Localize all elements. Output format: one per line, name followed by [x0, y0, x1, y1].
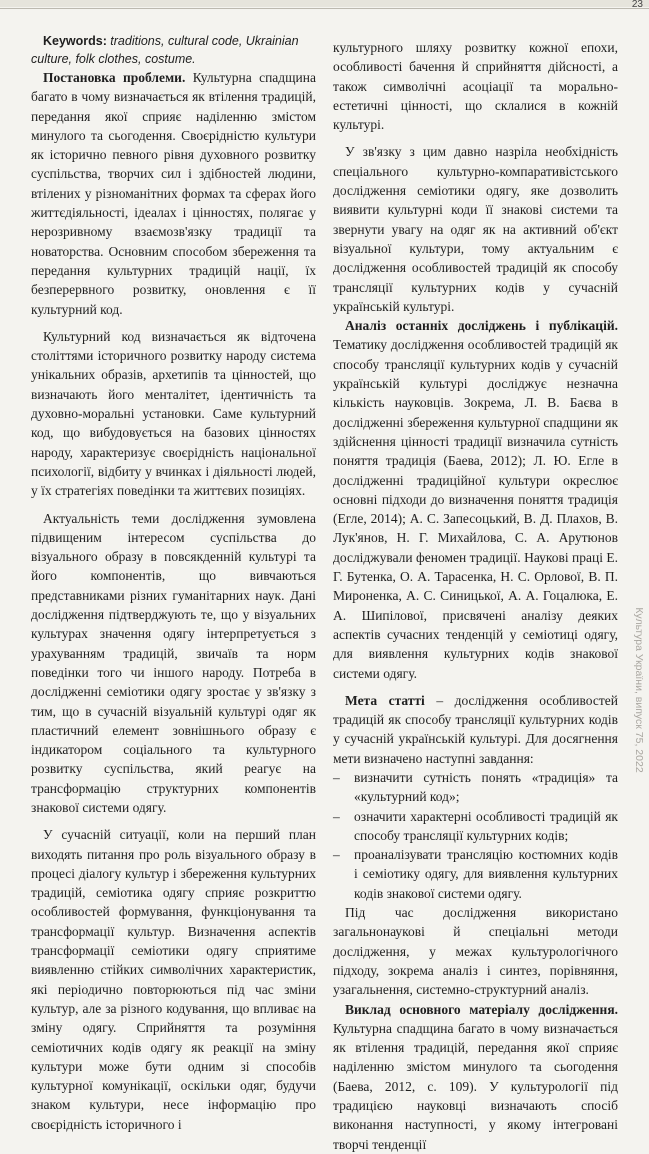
tasks-list: [333, 768, 618, 903]
journal-sidebar-caption: [633, 470, 645, 910]
article-goal-text: – дослідження особливостей традицій як способу трансляції культурних кодів у сучасній українській культурі. Для досягнення мети визначено наступні завдання:: [333, 692, 618, 766]
literature-review-paragraph: [333, 316, 618, 683]
literature-review-text: Тематику дослідження особливостей традицій як способу трансляції культурних кодів у сучасній українській культурі досліджує незначна кількість науковців. Зокрема, Л. В. Баєва в дослідженні збереження культурної спадщини як здійснення цінності традиції визначила сутність поняття традиція (Баева, 2012); Л. Ю. Егле в дослідженні традиційної культури окреслює основні підходи до визначення поняття традиція (Егле, 2014); А. С. Запесоцький, В. Д. Плахов, В. Лук'янов, Н. Г. Михайлова, С. А. Арутюнов досліджували феномен традиції. Наукові праці Е. Г. Бутенка, О. А. Тарасенка, Н. С. Орлової, В. П. Мироненка, А. С. Синицької, А. А. Гоцалюка, Е. А. Шипілової, присвячені аналізу деяких аспектів сучасних тенденцій у семіотиці одягу, для виявлення культурних кодів знакової системи одягу.: [333, 337, 618, 681]
journal-sidebar-text: Культура України, випуск 75, 2022: [633, 607, 645, 773]
cultural-code-paragraph: Культурний код визначається як відточена століттями історичного розвитку народу система унікальних образів, архетипів та цінностей, що визначають його менталітет, ідентичність та духовно-моральні установки. Саме культурний код, що вибудовується на базових цінностях народу, характеризує своєрідність національної психології, відбиту у вчинках і діяльності людей, у їх стратегіях поведінки та життєвих позиціях.: [31, 328, 316, 499]
problem-statement-heading: Постановка проблеми.: [43, 70, 186, 85]
task-item: – означити характерні особливості традицій як способу трансляції культурних кодів;: [333, 807, 618, 846]
keywords-text: traditions, cultural code, Ukrainian culture, folk clothes, costume.: [31, 34, 299, 66]
main-material-paragraph: [333, 1000, 618, 1154]
keywords: [31, 32, 316, 68]
necessity-paragraph: У зв'язку з цим давно назріла необхідність спеціального культурно-компаративістського дослідження семіотики одягу, яке дозволить виявити культурні коди її знакові системи та звернути увагу на одяг як на активний об'єкт візуальної культури, тому актуальним є дослідження особливостей традицій як способу трансляції культурних кодів у сучасній українській культурі.: [333, 144, 618, 314]
header-rule: [0, 8, 649, 9]
page-number: 23: [631, 0, 643, 10]
task-item: – проаналізувати трансляцію костюмних кодів і семіотику одягу, для виявлення культурних кодів знакової системи одягу.: [333, 845, 618, 903]
right-column: [333, 38, 618, 1154]
top-band: [0, 0, 649, 7]
literature-review-heading: Аналіз останніх досліджень і публікацій.: [345, 318, 618, 334]
task-item: – визначити сутність понять «традиція» та «культурний код»;: [333, 768, 618, 807]
methods-paragraph: Під час дослідження використано загальнонаукові й спеціальні методи дослідження, у межах культурологічного підходу, зокрема аналіз і синтез, порівняння, узагальнення, системно-структурний аналіз.: [333, 905, 618, 998]
article-goal-heading: Мета статті: [345, 692, 425, 708]
relevance-paragraph: Актуальність теми дослідження зумовлена підвищеним інтересом суспільства до візуального образу в повсякденній культурі та його компонентів, що вивчаються представниками різних гуманітарних наук. Дані дослідження підтверджують те, що у візуальних культурах значення одягу інтерпретується з урахуванням традицій, звичаїв та норм поведінки того чи іншого народу. Потреба в дослідженні семіотики одягу зростає у зв'язку з тим, що в сучасній візуальній культурі одяг як пластичний елемент зовнішнього образу є індикатором соціального та культурного розвитку суспільства, який реагує на трансформацію структурних компонентів знакової системи одягу.: [31, 510, 316, 815]
current-situation-paragraph: У сучасній ситуації, коли на перший план виходять питання про роль візуального образу в процесі діалогу культур і збереження культурних традицій, семіотика одягу сприяє розкриттю особливостей формування, функціонування та трансформації культур. Визначення аспектів трансформації семіотики одягу сприятиме виявленню стійких символічних характеристик, які періодично повторюються під час зміни культур, але за різного кодування, що впливає на зміну одягу. Сприйняття та розуміння семіотичних кодів одягу як реакції на зміну культури може бути одним зі способів культурної комунікації, оскільки одяг, будучи знаком культури, несе інформацію про своєрідність історичного і: [31, 827, 316, 1132]
continuation-paragraph: культурного шляху розвитку кожної епохи, особливості бачення й сприйняття дійсності, а також символічні асоціації та морально-естетичні цінності, що склалися в кожній культурі.: [333, 40, 618, 133]
main-material-heading: Виклад основного матеріалу дослідження.: [345, 1001, 618, 1017]
keywords-label: Keywords:: [43, 34, 107, 48]
article-goal-paragraph: [333, 691, 618, 768]
left-column: [31, 32, 316, 1134]
main-material-text: Культурна спадщина багато в чому визначається як втілення традицій, передання якої сприяє наділенню змістом минулого та сьогодення (Баева, 2012, с. 109). У культурології під традицією науковці визначають спосіб виконання наступності, у якому інтегровані творчі тенденції: [333, 1020, 618, 1152]
problem-statement-paragraph: [31, 68, 316, 319]
problem-statement-text: Культурна спадщина багато в чому визначається як втілення традицій, передання якої сприяє наділенню змістом минулого та сьогодення. Своєрідністю культури як історично певного рівня духовного розвитку суспільства, творчих сил і здібностей людини, втілених у різноманітних формах та сферах його життєдіяльності, ідеалах і цінностях, полягає у нерозривному взаємозв'язку традиції та новаторства. Основним способом збереження та передання культурних традицій нації, їх безперервного розвитку, оновлення є її культурний код.: [31, 70, 316, 317]
